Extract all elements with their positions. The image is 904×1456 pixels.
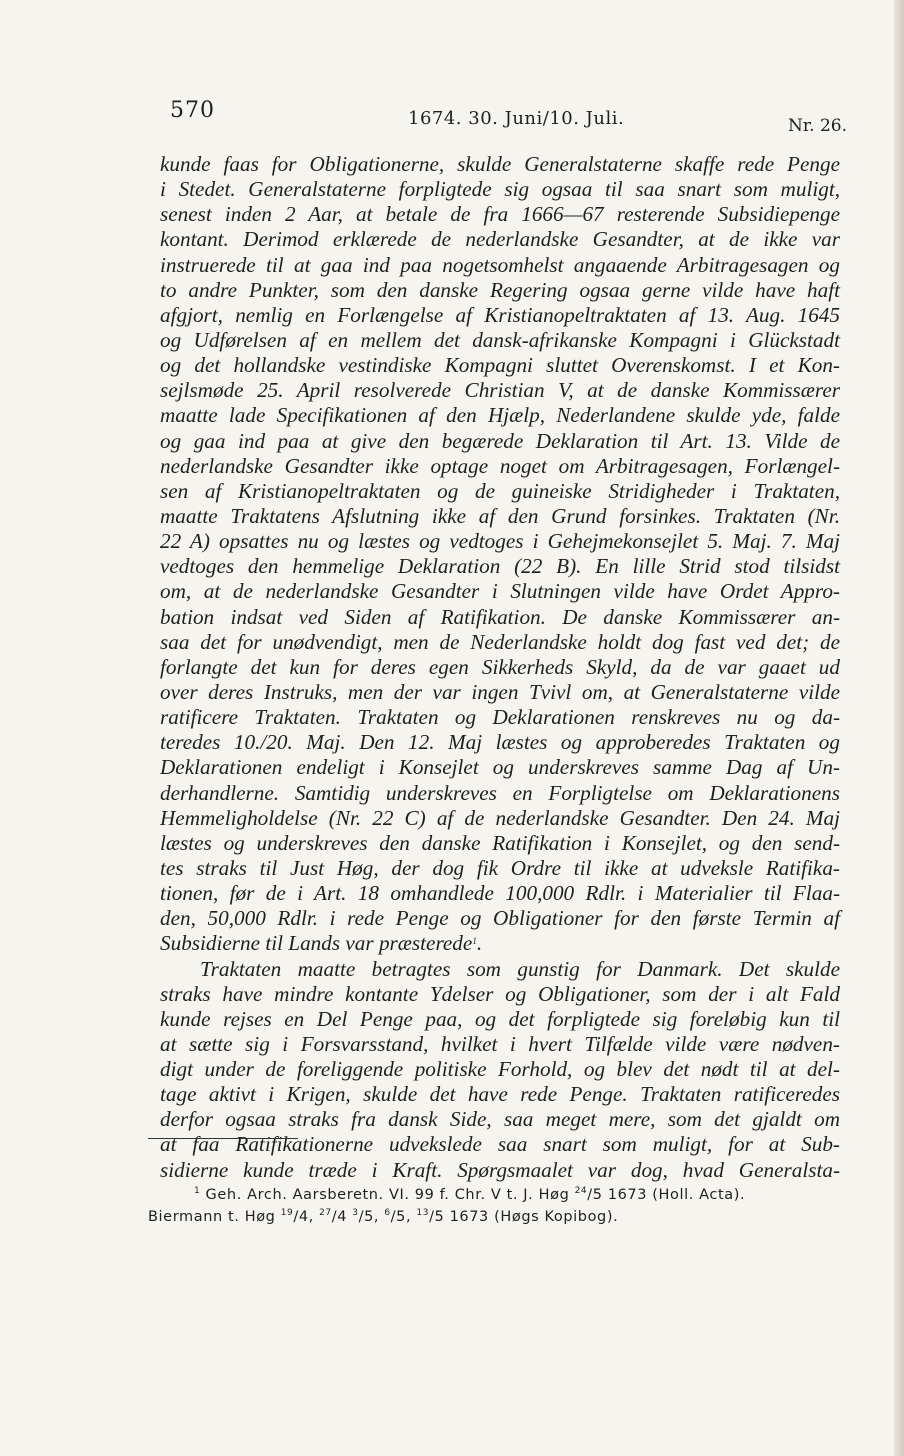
text-line: senest inden 2 Aar, at betale de fra 1666—67 resterende Subsidiepenge xyxy=(160,202,840,227)
text-line: afgjort, nemlig en Forlængelse af Kristianopeltraktaten af 13. Aug. 1645 xyxy=(160,302,840,327)
text-line: læstes og underskreves den danske Ratifikation i Konsejlet, og den send- xyxy=(160,830,840,855)
footnote-text: /4, xyxy=(293,1209,320,1225)
date-superscript: 3 xyxy=(352,1208,359,1218)
date-superscript: 19 xyxy=(280,1208,294,1218)
text-line: forlangte det kun for deres egen Sikkerheds Skyld, da de var gaaet ud xyxy=(160,654,840,679)
date-superscript: 13 xyxy=(416,1208,430,1218)
date-superscript: 24 xyxy=(574,1186,588,1196)
footnote-marker: 1 xyxy=(194,1186,201,1196)
text-line: teredes 10./20. Maj. Den 12. Maj læstes og approberedes Traktaten og xyxy=(160,730,840,755)
body-text xyxy=(160,152,840,1183)
text-line: straks have mindre kontante Ydelser og Obligationer, som der i alt Fald xyxy=(160,981,840,1006)
text-line: digt under de foreliggende politiske Forhold, og blev det nødt til at del- xyxy=(160,1057,840,1082)
text-line: ratificere Traktaten. Traktaten og Deklarationen renskreves nu og da- xyxy=(160,705,840,730)
footnote-divider xyxy=(148,1138,298,1139)
text-line: derfor ogsaa straks fra dansk Side, saa meget mere, som det gjaldt om xyxy=(160,1107,840,1132)
text-line: tionen, før de i Art. 18 omhandlede 100,000 Rdlr. i Materialier til Flaa- xyxy=(160,881,840,906)
date-superscript: 6 xyxy=(384,1208,391,1218)
text-line: i Stedet. Generalstaterne forpligtede sig ogsaa til saa snart som muligt, xyxy=(160,177,840,202)
footnote-reference[interactable]: 1 xyxy=(472,936,477,947)
text-line: vedtoges den hemmelige Deklaration (22 B). En lille Strid stod tilsidst xyxy=(160,554,840,579)
date-superscript: 27 xyxy=(319,1208,332,1218)
document-number: Nr. 26. xyxy=(788,116,847,136)
text-line: kunde faas for Obligationerne, skulde Generalstaterne skaffe rede Penge xyxy=(160,152,840,176)
text-line: og gaa ind paa at give den begærede Deklaration til Art. 13. Vilde de xyxy=(160,428,840,453)
footnote-text: /5 1673 (Holl. Acta). xyxy=(587,1187,746,1203)
text-line: Hemmeligholdelse (Nr. 22 C) af de nederlandske Gesandter. Den 24. Maj xyxy=(160,805,840,830)
text-line: kunde rejses en Del Penge paa, og det forpligtede sig foreløbig kun til xyxy=(160,1006,840,1031)
footnote-text: /5, xyxy=(390,1209,417,1225)
text-line: 22 A) opsattes nu og læstes og vedtoges i Gehejmekonsejlet 5. Maj. 7. Maj xyxy=(160,529,840,554)
text-line: tes straks til Just Høg, der dog fik Ordre til ikke at udveksle Ratifika- xyxy=(160,855,840,880)
text-line: nederlandske Gesandter ikke optage noget om Arbitragesagen, Forlængel- xyxy=(160,453,840,478)
footnote-text: /5, xyxy=(358,1209,385,1225)
text-line: saa det for unødvendigt, men de Nederlandske holdt dog fast ved det; de xyxy=(160,629,840,654)
footnote-text: Geh. Arch. Aarsberetn. VI. 99 f. Chr. V t. J. Høg xyxy=(205,1187,575,1203)
text-line: maatte Traktatens Afslutning ikke af den Grund forsinkes. Traktaten (Nr. xyxy=(160,503,840,528)
text-line: Subsidierne til Lands var præsterede xyxy=(160,931,473,956)
text-line: sidierne kunde træde i Kraft. Spørgsmaalet var dog, hvad Generalsta- xyxy=(160,1157,840,1182)
footnotes xyxy=(148,1184,828,1228)
footnote-line xyxy=(148,1206,828,1228)
text-line: om, at de nederlandske Gesandter i Slutningen vilde have Ordet Appro- xyxy=(160,579,840,604)
paragraph-start-line: Traktaten maatte betragtes som gunstig for Danmark. Det skulde xyxy=(200,956,840,981)
page-edge xyxy=(894,0,904,1456)
text-line: over deres Instruks, men der var ingen Tvivl om, at Generalstaterne vilde xyxy=(160,679,840,704)
page-number: 570 xyxy=(170,98,215,123)
text-line: at sætte sig i Forsvarsstand, hvilket i hvert Tilfælde vilde være nødven- xyxy=(160,1031,840,1056)
text-line: bation indsat ved Siden af Ratifikation. De danske Kommissærer an- xyxy=(160,604,840,629)
text-line: Deklarationen endeligt i Konsejlet og underskreves samme Dag af Un- xyxy=(160,755,840,780)
running-head: 1674. 30. Juni/10. Juli. xyxy=(408,108,625,129)
footnote-text: /5 1673 (Høgs Kopibog). xyxy=(429,1209,619,1225)
text-line-with-footnote xyxy=(160,931,840,956)
footnote-text: /4 xyxy=(331,1209,353,1225)
footnote-line xyxy=(148,1184,828,1206)
text-line: to andre Punkter, som den danske Regering ogsaa gerne vilde have haft xyxy=(160,277,840,302)
text-line: at faa Ratifikationerne udvekslede saa snart som muligt, for at Sub- xyxy=(160,1132,840,1157)
text-line: instruerede til at gaa ind paa nogetsomhelst angaaende Arbitragesagen og xyxy=(160,252,840,277)
text-line: og det hollandske vestindiske Kompagni sluttet Overenskomst. I et Kon- xyxy=(160,353,840,378)
text-line: sen af Kristianopeltraktaten og de guineiske Stridigheder i Traktaten, xyxy=(160,478,840,503)
text-line: kontant. Derimod erklærede de nederlandske Gesandter, at de ikke var xyxy=(160,227,840,252)
footnote-text: Biermann t. Høg xyxy=(148,1209,281,1225)
text-line: tage aktivt i Krigen, skulde det have rede Penge. Traktaten ratificeredes xyxy=(160,1082,840,1107)
text-line: sejlsmøde 25. April resolverede Christian V, at de danske Kommissærer xyxy=(160,378,840,403)
text-line: maatte lade Specifikationen af den Hjælp, Nederlandene skulde yde, falde xyxy=(160,403,840,428)
text-line: og Udførelsen af en mellem det dansk-afrikanske Kompagni i Glückstadt xyxy=(160,327,840,352)
text-line: den, 50,000 Rdlr. i rede Penge og Obligationer for den første Termin af xyxy=(160,906,840,931)
text-punctuation: . xyxy=(476,931,483,956)
text-line: derhandlerne. Samtidig underskreves en Forpligtelse om Deklarationens xyxy=(160,780,840,805)
